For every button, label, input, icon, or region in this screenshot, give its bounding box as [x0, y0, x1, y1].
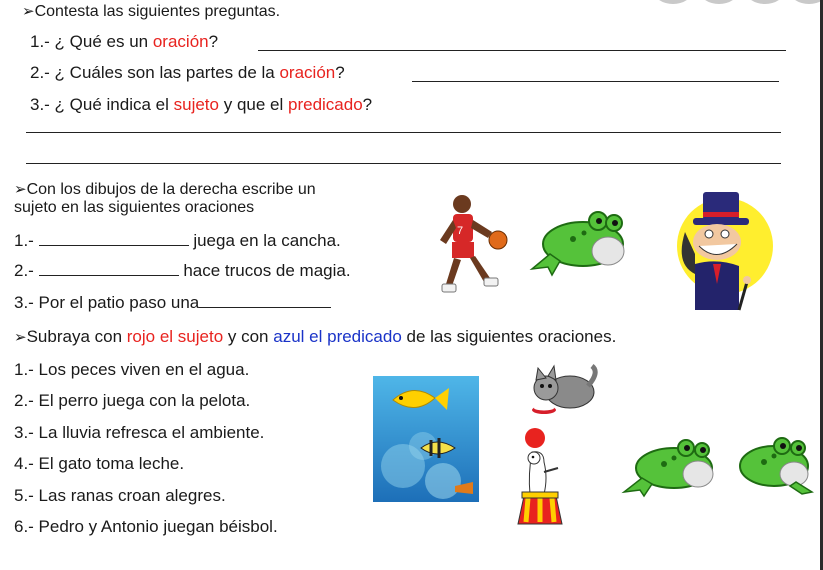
fill-blank-3[interactable]	[199, 293, 331, 308]
sentence-fill-1: 1.- juega en la cancha.	[14, 231, 341, 250]
magician-icon	[655, 184, 775, 314]
decor-circle-2	[700, 0, 738, 4]
sentence-underline-1[interactable]: 1.- Los peces viven en el agua.	[14, 360, 250, 379]
sentence-underline-4[interactable]: 4.- El gato toma leche.	[14, 454, 185, 473]
fish-tank-icon	[373, 376, 479, 502]
frog-icon	[622, 438, 722, 496]
basketball-player-icon	[432, 192, 512, 304]
answer-line-1[interactable]	[258, 50, 786, 51]
sentence-underline-5[interactable]: 5.- Las ranas croan alegres.	[14, 486, 226, 505]
answer-line-2[interactable]	[412, 81, 779, 82]
fill-blank-2[interactable]	[39, 261, 179, 276]
question-2: 2.- ¿ Cuáles son las partes de la oración?	[30, 63, 345, 82]
sentence-fill-2: 2.- hace trucos de magia.	[14, 261, 351, 280]
decor-circle-3	[746, 0, 784, 4]
circus-seal-icon	[514, 428, 566, 524]
sentence-fill-3: 3.- Por el patio paso una	[14, 293, 331, 313]
section2-heading-line2: sujeto en las siguientes oraciones	[14, 199, 255, 216]
answer-line-3a[interactable]	[26, 132, 781, 133]
decor-circle-4	[790, 0, 823, 4]
frog-icon	[528, 209, 628, 277]
svg-text:7: 7	[457, 225, 464, 237]
arrow-bullet-icon: ➢	[14, 181, 27, 198]
sentence-underline-6[interactable]: 6.- Pedro y Antonio juegan béisbol.	[14, 517, 278, 536]
cat-drinking-milk-icon	[528, 362, 598, 418]
arrow-bullet-icon: ➢	[14, 329, 27, 346]
question-1: 1.- ¿ Qué es un oración?	[30, 32, 219, 51]
answer-line-3b[interactable]	[26, 163, 781, 164]
frog-icon	[730, 436, 816, 496]
question-3: 3.- ¿ Qué indica el sujeto y que el predicado?	[30, 95, 373, 114]
fill-blank-1[interactable]	[39, 231, 189, 246]
decor-circle-1	[654, 0, 692, 4]
sentence-underline-3[interactable]: 3.- La lluvia refresca el ambiente.	[14, 423, 265, 442]
section1-heading: ➢Contesta las siguientes preguntas.	[22, 3, 281, 20]
section3-heading: ➢Subraya con rojo el sujeto y con azul el predicado de las siguientes oraciones.	[14, 327, 617, 346]
arrow-bullet-icon: ➢	[22, 3, 35, 20]
sentence-underline-2[interactable]: 2.- El perro juega con la pelota.	[14, 391, 251, 410]
section2-heading-line1: ➢Con los dibujos de la derecha escribe un	[14, 181, 316, 198]
